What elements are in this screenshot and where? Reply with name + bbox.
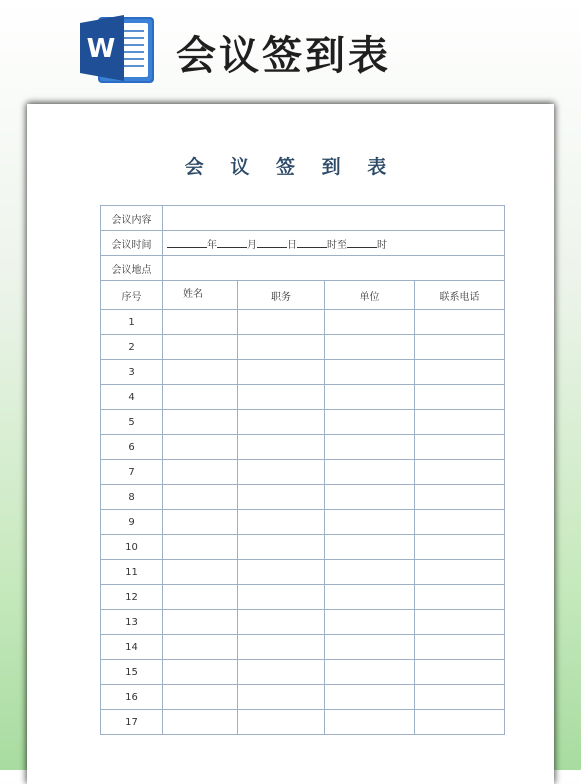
table-row: [101, 535, 505, 560]
position-cell[interactable]: [238, 535, 325, 560]
content-label: 会议内容: [101, 206, 163, 231]
table-row: [101, 585, 505, 610]
place-row: [101, 256, 505, 281]
column-header-organization: 单位: [325, 281, 415, 310]
name-cell[interactable]: [163, 510, 238, 535]
position-cell[interactable]: [238, 635, 325, 660]
position-cell[interactable]: [238, 385, 325, 410]
time-row: [101, 231, 505, 256]
position-cell[interactable]: [238, 310, 325, 335]
column-header-row: [101, 281, 505, 310]
hour-to-unit: 时至: [327, 239, 347, 251]
position-cell[interactable]: [238, 560, 325, 585]
row-number: 1: [101, 310, 163, 335]
row-number: 9: [101, 510, 163, 535]
phone-cell[interactable]: [415, 610, 505, 635]
row-number: 12: [101, 585, 163, 610]
name-cell[interactable]: [163, 460, 238, 485]
row-number: 5: [101, 410, 163, 435]
row-number: 3: [101, 360, 163, 385]
phone-cell[interactable]: [415, 510, 505, 535]
svg-text:W: W: [86, 34, 116, 64]
place-label: 会议地点: [101, 256, 163, 281]
phone-cell[interactable]: [415, 410, 505, 435]
position-cell[interactable]: [238, 335, 325, 360]
name-cell[interactable]: [163, 360, 238, 385]
phone-cell[interactable]: [415, 535, 505, 560]
row-number: 8: [101, 485, 163, 510]
row-number: 14: [101, 635, 163, 660]
name-cell[interactable]: [163, 685, 238, 710]
content-row: [101, 206, 505, 231]
organization-cell[interactable]: [325, 560, 415, 585]
column-header-phone: 联系电话: [415, 281, 505, 310]
organization-cell[interactable]: [325, 585, 415, 610]
month-blank[interactable]: [217, 238, 247, 248]
phone-cell[interactable]: [415, 660, 505, 685]
position-cell[interactable]: [238, 460, 325, 485]
phone-cell[interactable]: [415, 460, 505, 485]
content-value-cell[interactable]: [163, 206, 505, 231]
time-label: 会议时间: [101, 231, 163, 256]
column-header-index: 序号: [101, 281, 163, 310]
organization-cell[interactable]: [325, 510, 415, 535]
row-number: 4: [101, 385, 163, 410]
name-cell[interactable]: [163, 435, 238, 460]
document-title: 会 议 签 到 表: [184, 156, 397, 178]
row-number: 7: [101, 460, 163, 485]
phone-cell[interactable]: [415, 710, 505, 735]
table-row: [101, 410, 505, 435]
document-page: [27, 104, 554, 784]
day-unit: 日: [287, 239, 297, 251]
table-row: [101, 710, 505, 735]
name-cell[interactable]: [163, 410, 238, 435]
day-blank[interactable]: [257, 238, 287, 248]
header-title: 会议签到表: [176, 33, 391, 79]
name-cell[interactable]: [163, 635, 238, 660]
place-value-cell[interactable]: [163, 256, 505, 281]
organization-cell[interactable]: [325, 360, 415, 385]
organization-cell[interactable]: [325, 435, 415, 460]
row-number: 16: [101, 685, 163, 710]
table-row: [101, 310, 505, 335]
phone-cell[interactable]: [415, 385, 505, 410]
phone-cell[interactable]: [415, 685, 505, 710]
position-cell[interactable]: [238, 585, 325, 610]
row-number: 13: [101, 610, 163, 635]
name-cell[interactable]: [163, 485, 238, 510]
name-cell[interactable]: [163, 385, 238, 410]
row-number: 10: [101, 535, 163, 560]
phone-cell[interactable]: [415, 335, 505, 360]
table-row: [101, 460, 505, 485]
year-unit: 年: [207, 239, 217, 251]
position-cell[interactable]: [238, 410, 325, 435]
name-cell[interactable]: [163, 335, 238, 360]
phone-cell[interactable]: [415, 485, 505, 510]
organization-cell[interactable]: [325, 535, 415, 560]
phone-cell[interactable]: [415, 310, 505, 335]
organization-cell[interactable]: [325, 310, 415, 335]
table-row: [101, 360, 505, 385]
hour-unit: 时: [377, 239, 387, 251]
row-number: 17: [101, 710, 163, 735]
table-row: [101, 335, 505, 360]
position-cell[interactable]: [238, 510, 325, 535]
organization-cell[interactable]: [325, 710, 415, 735]
name-cell[interactable]: [163, 660, 238, 685]
organization-cell[interactable]: [325, 660, 415, 685]
table-row: [101, 385, 505, 410]
name-cell[interactable]: [163, 310, 238, 335]
organization-cell[interactable]: [325, 385, 415, 410]
month-unit: 月: [247, 239, 257, 251]
column-header-position: 职务: [238, 281, 325, 310]
name-cell[interactable]: [163, 610, 238, 635]
table-row: [101, 510, 505, 535]
phone-cell[interactable]: [415, 585, 505, 610]
phone-cell[interactable]: [415, 435, 505, 460]
position-cell[interactable]: [238, 485, 325, 510]
table-row: [101, 560, 505, 585]
name-cell[interactable]: [163, 710, 238, 735]
position-cell[interactable]: [238, 660, 325, 685]
position-cell[interactable]: [238, 435, 325, 460]
end-hour-blank[interactable]: [347, 238, 377, 248]
table-row: [101, 485, 505, 510]
table-row: [101, 660, 505, 685]
position-cell[interactable]: [238, 610, 325, 635]
table-row: [101, 685, 505, 710]
start-hour-blank[interactable]: [297, 238, 327, 248]
table-row: [101, 610, 505, 635]
organization-cell[interactable]: [325, 685, 415, 710]
phone-cell[interactable]: [415, 560, 505, 585]
organization-cell[interactable]: [325, 610, 415, 635]
organization-cell[interactable]: [325, 460, 415, 485]
phone-cell[interactable]: [415, 635, 505, 660]
table-row: [101, 435, 505, 460]
position-cell[interactable]: [238, 710, 325, 735]
phone-cell[interactable]: [415, 360, 505, 385]
row-number: 11: [101, 560, 163, 585]
row-number: 6: [101, 435, 163, 460]
header-banner: [0, 0, 581, 92]
organization-cell[interactable]: [325, 335, 415, 360]
position-cell[interactable]: [238, 685, 325, 710]
row-number: 15: [101, 660, 163, 685]
row-number: 2: [101, 335, 163, 360]
table-row: [101, 635, 505, 660]
word-document-icon: [80, 11, 156, 85]
organization-cell[interactable]: [325, 410, 415, 435]
name-cell[interactable]: [163, 585, 238, 610]
column-header-name: 姓名: [163, 281, 238, 310]
organization-cell[interactable]: [325, 635, 415, 660]
year-blank[interactable]: [167, 238, 207, 248]
name-cell[interactable]: [163, 535, 238, 560]
name-cell[interactable]: [163, 560, 238, 585]
sign-in-table: [100, 205, 505, 735]
organization-cell[interactable]: [325, 485, 415, 510]
position-cell[interactable]: [238, 360, 325, 385]
time-value-cell[interactable]: [163, 231, 505, 256]
